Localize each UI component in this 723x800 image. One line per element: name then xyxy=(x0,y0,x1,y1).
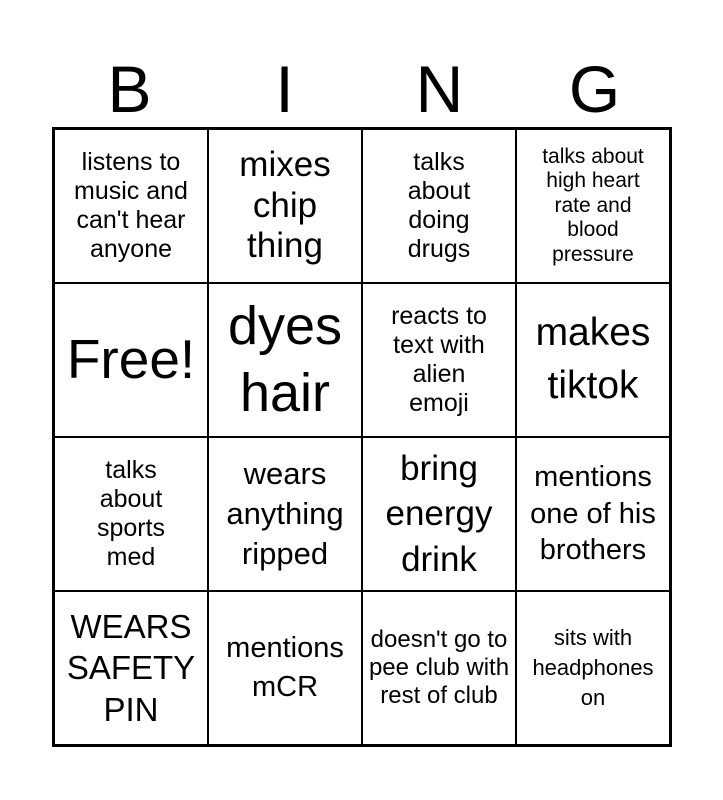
bingo-cell[interactable] xyxy=(208,591,362,745)
bingo-cell[interactable] xyxy=(208,283,362,437)
cell-text: bring energy drink xyxy=(385,448,493,579)
cell-text: mentions one of his brothers xyxy=(530,460,656,567)
bingo-cell[interactable] xyxy=(54,129,208,283)
bingo-cell[interactable] xyxy=(362,283,516,437)
bingo-cell[interactable] xyxy=(516,283,670,437)
bingo-board xyxy=(52,127,672,747)
cell-text: sits with headphones on xyxy=(532,625,654,710)
bingo-header xyxy=(52,52,672,126)
bingo-cell[interactable] xyxy=(208,437,362,591)
bingo-cell[interactable] xyxy=(54,437,208,591)
bingo-cell[interactable] xyxy=(54,591,208,745)
cell-text: reacts to text with alien emoji xyxy=(391,302,487,417)
cell-text: mentions mCR xyxy=(226,631,344,703)
bingo-cell[interactable] xyxy=(208,129,362,283)
cell-text: mixes chip thing xyxy=(239,145,331,266)
cell-text: talks about doing drugs xyxy=(407,148,471,263)
header-letter-i: I xyxy=(275,52,294,126)
bingo-cell[interactable] xyxy=(516,129,670,283)
bingo-cell[interactable] xyxy=(362,129,516,283)
header-letter-g: G xyxy=(568,52,621,126)
cell-text: dyes hair xyxy=(227,295,343,423)
header-letter-n: N xyxy=(415,52,464,126)
cell-text: wears anything ripped xyxy=(226,455,344,572)
free-space-cell[interactable] xyxy=(54,283,208,437)
cell-text: makes tiktok xyxy=(535,311,651,407)
cell-text: WEARS SAFETY PIN xyxy=(66,608,196,728)
header-letter-b: B xyxy=(107,52,152,126)
bingo-cell[interactable] xyxy=(516,437,670,591)
cell-text: Free! xyxy=(66,328,196,391)
cell-text: doesn't go to pee club with rest of club xyxy=(368,626,510,709)
bingo-cell[interactable] xyxy=(362,591,516,745)
cell-text: talks about high heart rate and blood pressure xyxy=(542,145,644,266)
cell-text: talks about sports med xyxy=(96,456,166,571)
bingo-cell[interactable] xyxy=(516,591,670,745)
bingo-cell[interactable] xyxy=(362,437,516,591)
cell-text: listens to music and can't hear anyone xyxy=(74,148,188,263)
